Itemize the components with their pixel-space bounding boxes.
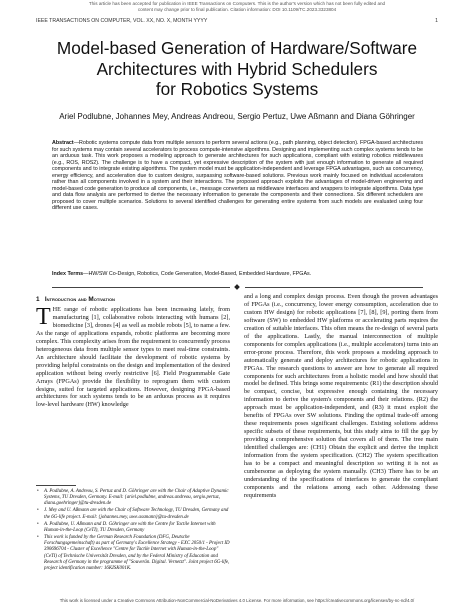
license-footer: This work is licensed under a Creative Commons Attribution-NonCommercial-NoDerivatives 4.0 License. For more information, see https://creativecommons.org/licenses/by-nc-nd/4.0/ [59,598,415,603]
title-line: Model-based Generation of Hardware/Software [56,38,418,58]
index-terms-label: Index Terms [52,271,84,277]
index-terms-text: —HW/SW Co-Design, Robotics, Code Generation, Model-Based, Embedded Hardware, FPGAs. [83,271,312,277]
section-heading [36,296,231,303]
abstract [52,140,423,212]
diamond-ornament [234,284,240,290]
section-number: 1 [36,296,40,303]
publication-banner [0,1,474,12]
section-title: Introduction and Motivation [44,296,115,303]
left-column-text: HE range of robotic applications has been increasing lately, from manufacturing [1], collaborative robots interacting with humans [2], biomedicine [3], drones [4] as well as mobile robots [5], to name a few. As the range of applications expands, robotic platforms are becoming more complex. This complexity arises from the requirement to concurrently process heterogeneous data from multiple sensor types to meet real-time constraints. An architecture should facilitate the development of robotic systems by providing helpful constraints on the design and implementation of the desired application without being overly restrictive [6]. Field Programmable Gate Arrays (FPGAs) provide the flexibility to reprogram them with custom designs, suited for targeted applications. However, designing FPGA-based architectures for such systems tends to be an arduous process as it requires low-level hardware (HW) knowledge [36,306,230,409]
left-column-body [36,306,230,409]
journal-name: IEEE TRANSACTIONS ON COMPUTER, VOL. XX, NO. X, MONTH YYYY [36,18,208,24]
drop-cap: T [36,304,51,330]
footnote: • J. Mey and U. Aßmann are with the Chair of Software Technology, TU Dresden, Germany and the 6G-life project. E-mail: {johannes.mey, uwe.assmann}@tu-dresden.de [37,508,229,520]
title-line: for Robotics Systems [155,79,319,99]
paper-title [20,38,454,100]
footnote: • A. Podlubne, A. Andreou, S. Pertuz and D. Göhringer are with the Chair of Adaptive Dynamic Systems, TU Dresden, Germany. E-mail: {ariel.podlubne, andreas.andreou, sergio.pertuz, diana.goehringer}@tu-dresden.de [37,489,229,507]
banner-line-1: This article has been accepted for publication in IEEE Transactions on Computers. This is the author's version which has not been fully edited and [88,1,386,6]
abstract-text: —Robotic systems compute data from multiple sensors to perform several actions (e.g., path planning, object detection). FPGA-based architectures for such systems may contain several accelerators to process compute-intensive algorithms. Designing and implementing such complex systems tends to be an arduous task. This work proposes a modeling approach to generate architectures for such applications, compliant with existing robotics middlewares (e.g., ROS, ROS2). The challenge is to have a compact, yet expressive description of the system with just enough information to generate all required components and to integrate existing algorithms. The system model must be application-independent and leverage FPGA advantages, such as concurrency, energy efficiency, and acceleration due to custom designs, surpassing software-based solutions. Previous work mainly focused on individual accelerators rather than all components involved in a system and their interactions. The proposed approach exploits the advantages of model-driven engineering and model-based code generation to produce all components, i.e., message converters as middleware interfaces and wrappers to integrate algorithms. Data type and data flow analysis are performed to derive the necessary information to generate the components and their connections. Six different schedulers are proposed to cover multiple scenarios. Solutions to several identified challenges for generating entire systems from such models are evaluated using four different use cases. [52,140,423,212]
section-divider [52,284,423,290]
abstract-label: Abstract [52,140,74,146]
right-column-body: and a long and complex design process. Even though the proven advantages of FPGAs (i.e., concurrency, lower energy consumption, acceleration due to custom HW design) for robotic applications [7], [8], [9], porting them from software (SW) to embedded HW platforms or accelerating parts requires the creation of suitable interfaces. This often means the re-design of several parts of the applications. Lastly, the manual interconnection of multiple components for complex applications (i.e., multiple accelerators) turns into an error-prone process. Therefore, this work proposes a modeling approach to automatically generate and deploy architectures for robotic applications in FPGAs. The research questions to answer are how to generate all required components for such architectures from a holistic model and how should that model be defined. This brings some requirements: (R1) the description should be compact, concise, but expressive enough containing the necessary information to derive the system's components and their relations. (R2) the approach must be application-independent, and (R3) it must exploit the benefits of FPGAs over SW solutions. Finding the optimal trade-off among these requirements poses significant challenges. Existing solutions address specific subsets of these requirements, but this study aims to fill the gap by providing a comprehensive solution that covers all of them. The tree main identified challenges are: (CH1) Obtain the explicit and derive the implicit information from the system specification. (CH2) The system specification has to be a compact and meaningful description so writing it is not as cumbersome as deploying the system manually. (CH3) There has to be an understanding of the specifications of interfaces to generate the compliant components and the relations among each other. Addressing these requirements [244,293,438,499]
footnote: • This work is funded by the German Research Foundation (DFG, Deutsche Forschungsgemeinschaft) as part of Germany's Excellence Strategy - EXC 2050/1 - Project ID 390696704 - Cluster of Excellence "Centre for Tactile Internet with Human-in-the-Loop" (CeTI) of Technische Universität Dresden, and by the Federal Ministry of Education and Research of Germany in the programme of "Souverän. Digital. Vernetzt". Joint project 6G-life, project identification number: 16KISK001K. [37,535,230,571]
author-list: Ariel Podlubne, Johannes Mey, Andreas Andreou, Sergio Pertuz, Uwe Aßmann and Diana Göhringer [59,112,415,121]
index-terms [52,271,423,277]
footnote-rule [36,485,76,486]
footnote: • A. Podlubne, U. Aßmann and D. Göhringer are with the Centre for Tactile Internet with Human-in-the-Loop (CeTI), TU Dresden, Germany [37,521,216,533]
running-head [36,18,438,24]
title-line: Architectures with Hybrid Schedulers [96,58,378,79]
footnotes [36,489,230,573]
page-number: 1 [435,18,438,24]
banner-line-2: content may change prior to final publication. Citation information: DOI 10.1109/TC.2023.3323804 [137,6,337,12]
